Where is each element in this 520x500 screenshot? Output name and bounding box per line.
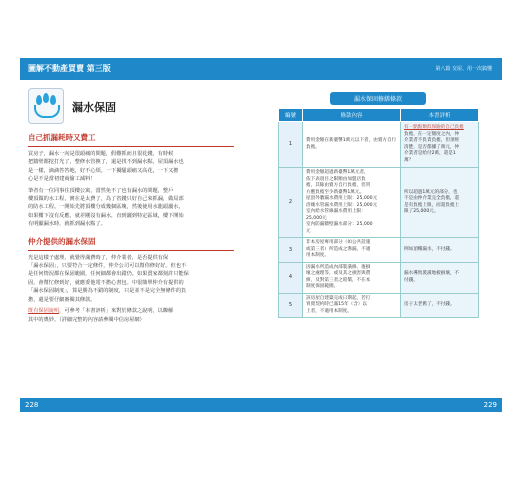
- table-row: 2 費用金額超過新臺幣1萬元者， 依下表項目之限額由加盟店負 擔，其餘由賣方自行負擔，但買 方應負擔至少新臺幣1萬元。 屋頂外牆漏水費用上限：25,000元 浴廁水管漏水費用上限：25,000元 室內給水管線漏水費用上限： 25,000元 室內防漏牆壁漏水部分：25,000 元 所以超過1萬元的部分，也 不是由仲介業完全負擔，還 是有負擔上限，而超負擔上 限了25,000元。: [279, 168, 479, 238]
- book-title: 圖解不動產買賣 第三版: [28, 64, 111, 73]
- column-header: 本書評析: [401, 109, 479, 122]
- paragraph-3: 光是這樣子處理，就覺得滿費時了，仲介業者，是否提供有保 「漏水保固」，只要符合一定條件，仲介公司可以幫你修好好。但也不 是任何情況都在保固範圍，任何細都會出錯仍。如果賣家都刻許只能保 固，會幫忙修到好，就應委他電不擔心書包。中很簡單仲介有提供的 「漏水保固制度」，算是勝為不錯的制度，只是並不是完全無條件的負 擔，還是要仔細審閱其條款。: [28, 254, 189, 303]
- column-header: 編號: [279, 109, 303, 122]
- column-header: 條款內容: [303, 109, 401, 122]
- table-row: 4 因漏水所造成內部裝潢修、復損 壞之處理等，或及其之損害與費 修，及對第三者之賠償，不在本 制度保固範圍。 漏水導致裝潢地板損壞，不 付錢。: [279, 262, 479, 293]
- section-title-diy-leak: 自己抓漏耗時又費工: [28, 133, 96, 142]
- left-page: [28, 88, 234, 324]
- footer-bar: [20, 398, 502, 412]
- table-row: 1 費用金額在新臺幣1萬元以下者，由賣方自行負擔。 有一點點類似保險的自己負擔 負擔，在一定額度之內，仲 介業者不負責負擔，但須經 清楚，是否都據了萬元，仲 介業者是給付2萬，還是1 萬？: [279, 122, 479, 168]
- right-page: [278, 92, 478, 318]
- book-spread: [20, 58, 502, 412]
- chapter-title: 第八篇 交屋、用一次搞懂: [435, 66, 492, 72]
- page-number-left: 228: [25, 401, 39, 409]
- paragraph-4: 既有保固說明，可參考「本書評析」來對於條款之說明，以瞭解 其中的奧妙。（詳細完整的內容請參閱中信房屋網）: [28, 308, 174, 323]
- paragraph-2: 筆者有一位同事住頂樓公寓，當然免不了也有漏水的問題，整戶 樓頂做的水工程，實在是太費了，為了省錢只好自己來抓漏，做局部 的防水工程。一開始先將頂樓分成幾個區塊，然後使用水龍頭灑水， 如果樓下沒有反應，就差剛沒有漏水，直到灑到特定區域，樓下開始 有明顯漏水時，就抓到漏水點了。: [28, 187, 184, 228]
- table-row: 3 非本房屋專用部分（如公共設施 或第三者）所造成之滲漏，不適 用本制度。 例如頂樓漏水，不付錢。: [279, 238, 479, 263]
- page-heading: 漏水保固: [72, 101, 116, 114]
- paragraph-1: 買房子，漏水一向是很頭痛的問題，假難抓而且很花錢，有時候 把牆壁都挖打光了，整修水管換了，還是找不到漏水點，屋頂漏水也 是一樣，滴滴答答地，好不心煩。一下擾騷頭痛又高花，一下又擔 心是不是當初建商偷工減料！: [28, 151, 184, 183]
- warranty-link[interactable]: 既有保固說明: [28, 308, 60, 315]
- page-number-right: 229: [483, 401, 497, 409]
- header-bar: [20, 58, 502, 80]
- table-header-row: [279, 109, 479, 122]
- table-title: 漏水保固修繕條款: [330, 92, 426, 105]
- section-title-agent-warranty: 仲介提供的漏水保固: [28, 236, 96, 246]
- table-row: 5 該房屋自建築完成日期起，若打 買賣契約時已滿15年（含）以 上者，不適用本制度。 房子太老舊了，不付錢。: [279, 293, 479, 318]
- warranty-table: [278, 108, 479, 318]
- water-drops-hands-icon: [28, 88, 64, 124]
